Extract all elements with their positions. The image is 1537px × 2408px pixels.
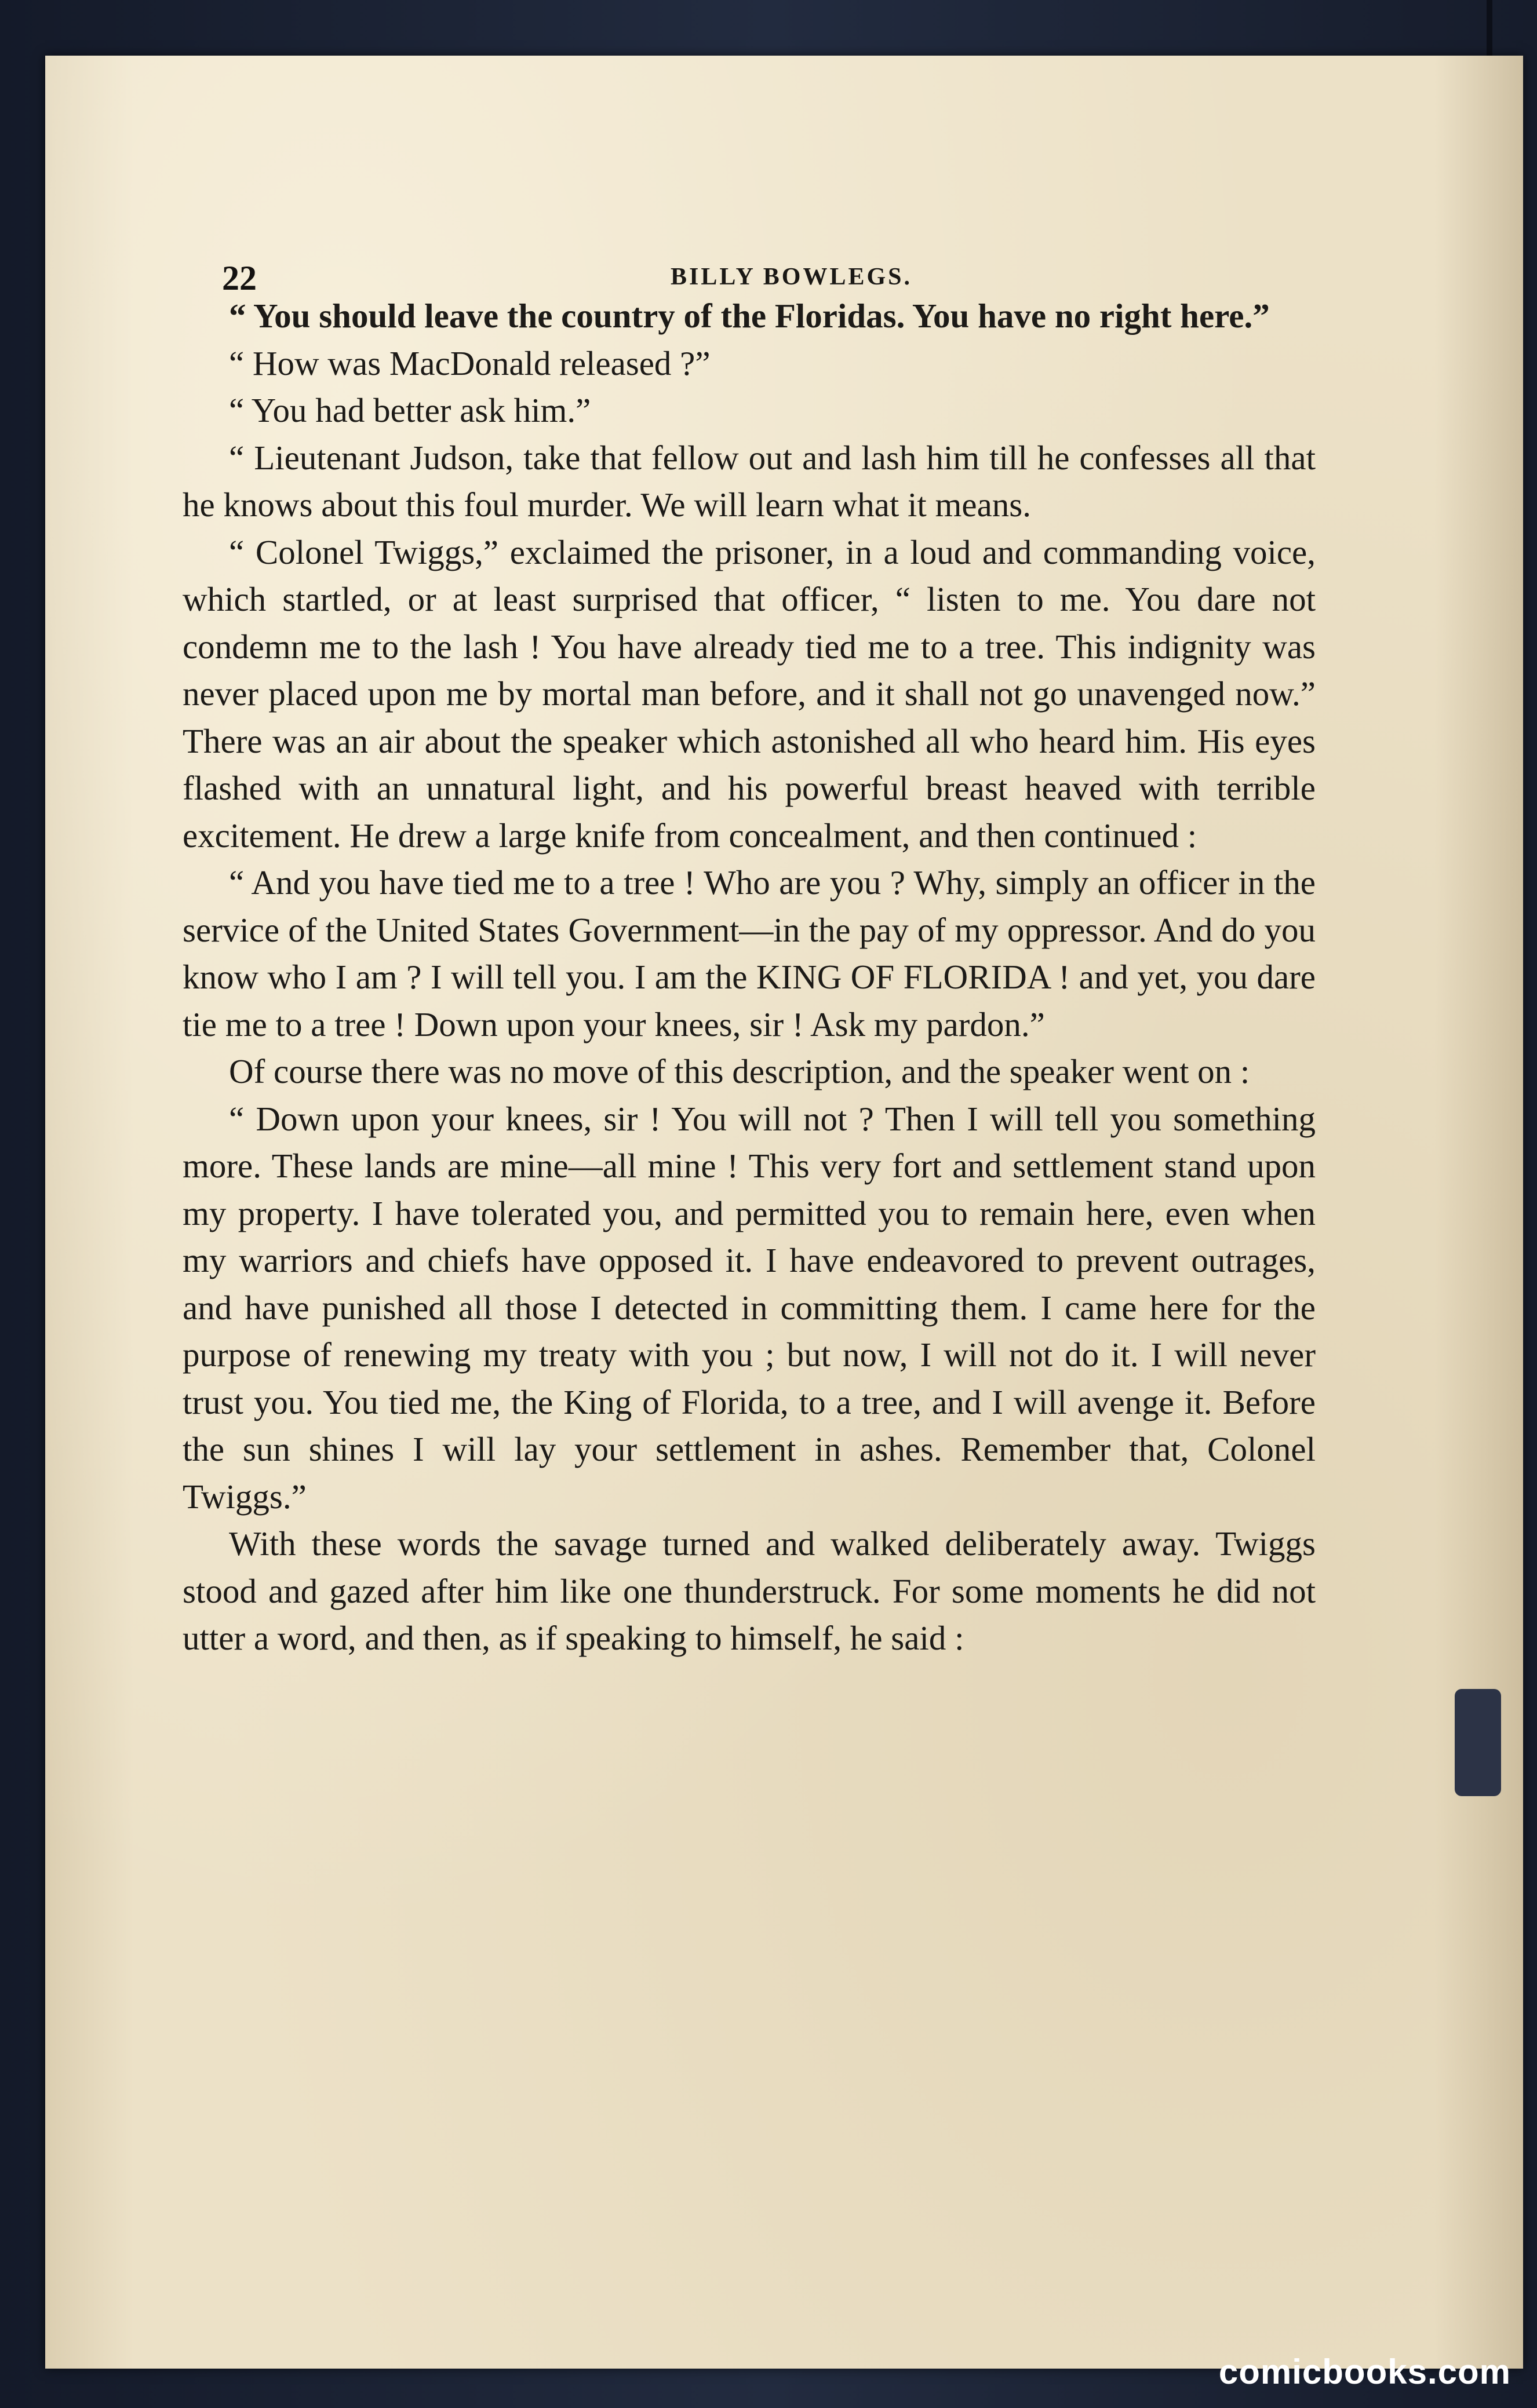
paragraph-2: “ How was MacDonald released ?” bbox=[229, 344, 711, 382]
page-body-text bbox=[183, 293, 1316, 1662]
running-title: BILLY BOWLEGS. bbox=[670, 264, 913, 290]
paragraph-8: “ Down upon your knees, sir ! You will not ? Then I will tell you something more. These lands are mine—all mine ! This very fort and settlement stand upon my property. I have tolerated you, and permitted you to remain here, even when my warriors and chiefs have opposed it. I have endeavored to prevent outrages, and have punished all those I detected in committing them. I came here for the purpose of renewing my treaty with you ; but now, I will not do it. I will never trust you. You tied me, the King of Florida, to a tree, and I will avenge it. Before the sun shines I will lay your settlement in ashes. Remember that, Colonel Twiggs.” bbox=[183, 1099, 1316, 1516]
paragraph-3: “ You had better ask him.” bbox=[229, 391, 591, 429]
paragraph-9: With these words the savage turned and walked deliberately away. Twiggs stood and gazed after him like one thunderstruck. For some moments he did not utter a word, and then, as if speaking to himself, he said : bbox=[183, 1524, 1316, 1657]
paragraph-5: “ Colonel Twiggs,” exclaimed the prisoner, in a loud and commanding voice, which startled, or at least surprised that officer, “ listen to me. You dare not condemn me to the lash ! You have already tied me to a tree. This indignity was never placed upon me by mortal man before, and it shall not go unavenged now.” There was an air about the speaker which astonished all who heard him. His eyes flashed with an unnatural light, and his powerful breast heaved with terrible excitement. He drew a large knife from concealment, and then continued : bbox=[183, 532, 1316, 855]
paragraph-1: “ You should leave the country of the Floridas. You have no right here.” bbox=[229, 297, 1270, 335]
binding-clip-mark bbox=[1455, 1689, 1501, 1796]
spine-edge bbox=[1487, 0, 1492, 56]
paragraph-6: “ And you have tied me to a tree ! Who are you ? Why, simply an officer in the service of the United States Government—in the pay of my oppressor. And do you know who I am ? I will tell you. I am the KING OF FLORIDA ! and yet, you dare tie me to a tree ! Down upon your knees, sir ! Ask my pardon.” bbox=[183, 863, 1316, 1044]
paragraph-4: “ Lieutenant Judson, take that fellow out and lash him till he confesses all that he knows about this foul murder. We will learn what it means. bbox=[183, 438, 1316, 524]
page-number: 22 bbox=[222, 259, 257, 297]
site-watermark: comicbooks.com bbox=[1218, 2352, 1511, 2391]
paragraph-7: Of course there was no move of this description, and the speaker went on : bbox=[229, 1052, 1250, 1090]
